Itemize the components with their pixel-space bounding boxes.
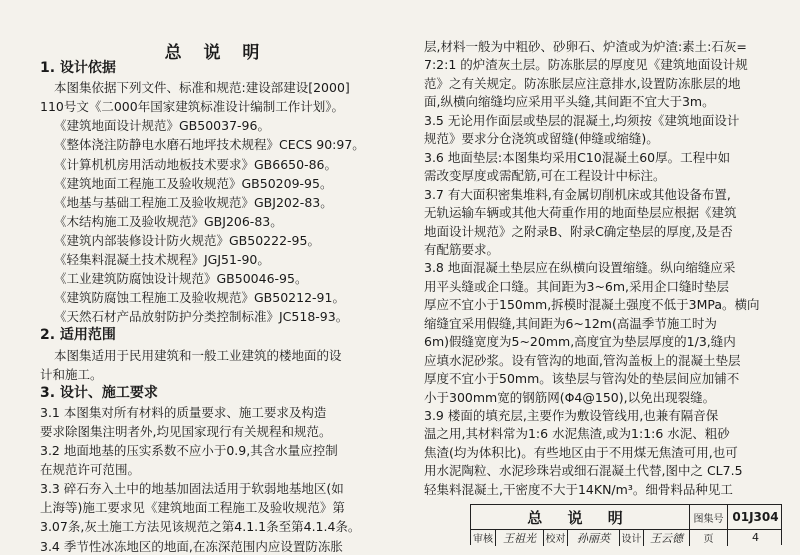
text-line: 《轻集料混凝土技术规程》JGJ51-90。	[54, 252, 270, 267]
text-line: 无轨运输车辆或其他大荷重作用的地面垫层应根据《建筑	[424, 205, 737, 221]
text-line: 3.8 地面混凝土垫层应在纵横向设置缩缝。纵向缩缝应采	[424, 260, 736, 276]
review-signature: 王祖光	[495, 529, 543, 546]
text-line: 110号文《二000年国家建筑标准设计编制工作计划》。	[40, 99, 344, 115]
text-line: 《计算机机房用活动地板技术要求》GB6650-86。	[54, 156, 337, 172]
text-line: 3.2 地面地基的压实系数不应小于0.9,其含水量应控制	[40, 443, 338, 458]
design-signature: 王云德	[643, 529, 689, 546]
section-heading: 1. 设计依据	[40, 60, 116, 76]
text-line: 需改变厚度或需配筋,可在工程设计中标注。	[424, 168, 666, 184]
text-line: 3.5 无论用作面层或垫层的混凝土,均须按《建筑地面设计	[424, 112, 740, 128]
section-heading: 2. 适用范围	[40, 327, 116, 344]
text-line: 用水泥陶粒、水泥珍珠岩或细石混凝土代替,图中之 CL7.5	[424, 463, 743, 479]
text-line: 规范》要求分仓浇筑或留缝(伸缝或缩缝)。	[424, 131, 659, 147]
review-label: 审核	[473, 534, 493, 545]
text-line: 计和施工。	[40, 366, 103, 382]
text-line: 有配筋要求。	[424, 241, 500, 257]
text-line: 《建筑地面工程施工及验收规范》GB50209-95。	[54, 175, 333, 191]
text-line: 厚度不宜小于50mm。该垫层与管沟处的垫层间应加铺不	[424, 371, 740, 387]
page-label: 页	[689, 529, 727, 546]
text-line: 《工业建筑防腐蚀设计规范》GB50046-95。	[54, 271, 308, 287]
title-block-name: 总 说 明	[527, 508, 633, 527]
page-number: 4	[727, 529, 783, 546]
text-line: 《天然石材产品放射防护分类控制标准》JC518-93。	[54, 309, 349, 325]
design-label: 设计	[619, 529, 643, 546]
text-line: 范》之有关规定。防冻胀层应注意排水,设置防冻胀层的地	[424, 75, 741, 91]
text-line: 7:2:1 的炉渣灰土层。防冻胀层的厚度见《建筑地面设计规	[424, 57, 748, 73]
text-line: 本图集适用于民用建筑和一般工业建筑的楼地面的设	[54, 347, 342, 363]
text-line: 3.6 地面垫层:本图集均采用C10混凝土60厚。工程中如	[424, 149, 731, 165]
text-line: 厚应不宜小于150mm,拆模时混凝土强度不低于3MPa。横向	[424, 297, 760, 313]
text-line: 《建筑防腐蚀工程施工及验收规范》GB50212-91。	[54, 290, 345, 306]
text-line: 3.07条,灰土施工方法见该规范之第4.1.1条至第4.1.4条。	[40, 519, 361, 535]
text-line: 本图集依据下列文件、标准和规范:建设部建设[2000]	[54, 80, 350, 96]
text-line: 轻集料混凝土,干密度不大于14KN/m³。细骨料品种见工	[424, 481, 733, 497]
atlas-number: 01J304	[727, 505, 783, 529]
text-line: 在规范许可范围。	[40, 462, 141, 478]
text-line: 6m)假缝宽度为5~20mm,高度宜为垫层厚度的1/3,缝内	[424, 334, 736, 350]
text-line: 《木结构施工及验收规范》GBJ206-83。	[54, 213, 283, 229]
text-line: 《建筑内部装修设计防火规范》GB50222-95。	[54, 232, 320, 248]
page-title: 总 说 明	[164, 43, 268, 63]
text-line: 小于300mm宽的钢筋网(Φ4@150),以免出现裂缝。	[424, 389, 716, 405]
text-line: 面,纵横向缩缝均应采用平头缝,其间距不宜大于3m。	[424, 94, 715, 110]
text-line: 层,材料一般为中粗砂、砂卵石、炉渣或为炉渣:素土:石灰=	[424, 39, 747, 54]
section-heading: 3. 设计、施工要求	[40, 384, 158, 401]
atlas-number-label: 图集号	[689, 505, 727, 529]
text-line: 3.4 季节性冰冻地区的地面,在冻深范围内应设置防冻胀	[40, 538, 343, 554]
text-line: 《整体浇注防静电水磨石地坪技术规程》CECS 90:97。	[54, 137, 365, 153]
text-line: 上海等)施工要求见《建筑地面工程施工及验收规范》第	[40, 500, 345, 516]
check-label: 校对	[543, 529, 567, 546]
text-line: 地面设计规范》之附录B、附录C确定垫层的厚度,及是否	[424, 223, 733, 239]
text-line: 3.3 碎石夯入土中的地基加固法适用于软弱地基地区(如	[40, 481, 344, 497]
check-signature: 孙丽英	[567, 529, 619, 546]
title-block	[470, 504, 782, 545]
text-line: 缩缝宜采用假缝,其间距为6~12m(高温季节施工时为	[424, 315, 717, 331]
text-line: 《地基与基础工程施工及验收规范》GBJ202-83。	[54, 194, 333, 210]
text-line: 应填水泥砂浆。设有管沟的地面,管沟盖板上的混凝土垫层	[424, 352, 741, 368]
text-line: 用平头缝或企口缝。其间距为3~6m,采用企口缝时垫层	[424, 278, 730, 294]
text-line: 要求除图集注明者外,均见国家现行有关规程和规范。	[40, 423, 332, 439]
text-line: 焦渣(均为体积比)。有些地区由于不用煤无焦渣可用,也可	[424, 444, 738, 460]
text-line: 《建筑地面设计规范》GB50037-96。	[54, 118, 270, 134]
text-line: 3.9 楼面的填充层,主要作为敷设管线用,也兼有隔音保	[424, 408, 719, 423]
text-line: 温之用,其材料常为1:6 水泥焦渣,或为1:1:6 水泥、粗砂	[424, 426, 730, 442]
text-line: 3.1 本图集对所有材料的质量要求、施工要求及构造	[40, 404, 327, 420]
text-line: 3.7 有大面积密集堆料,有金属切削机床或其他设备布置,	[424, 186, 731, 202]
